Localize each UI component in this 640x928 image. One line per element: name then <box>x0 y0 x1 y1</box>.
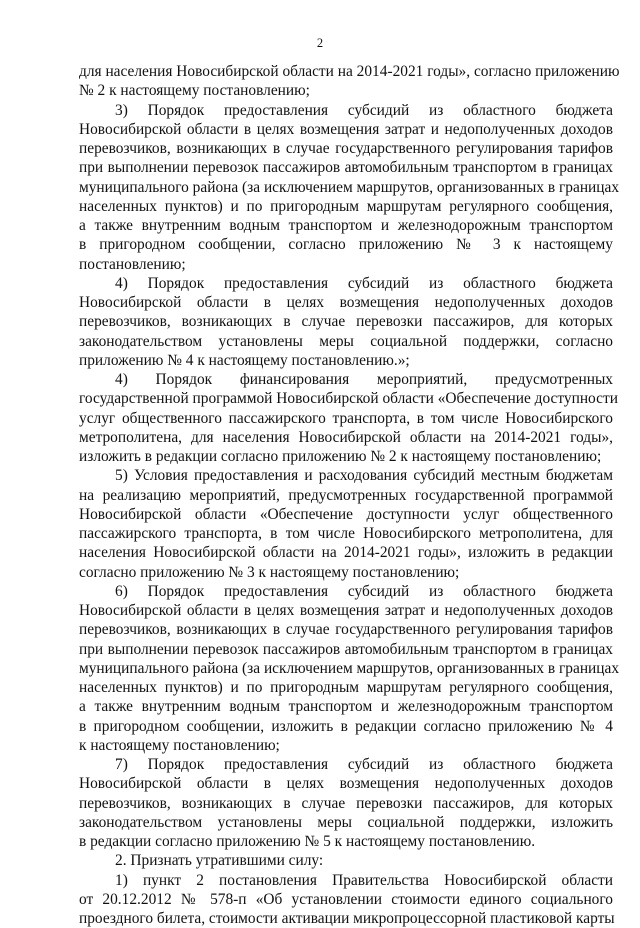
text-line: при выполнении перевозок пассажиров автомобильным транспортом в границах <box>79 640 613 658</box>
text-line: 5) Условия предоставления и расходования субсидий местным бюджетам <box>115 467 613 485</box>
text-line: 3) Порядок предоставления субсидий из областного бюджета <box>115 101 613 119</box>
text-line: на реализацию мероприятий, предусмотренных государственной программой <box>79 486 613 504</box>
text-line: населенных пунктов) и по пригородным маршрутам регулярного сообщения, <box>79 197 613 215</box>
text-line: пассажирского транспорта, в том числе Новосибирского метрополитена, для <box>79 525 613 542</box>
text-line: к настоящему постановлению; <box>79 736 280 754</box>
text-line: 6) Порядок предоставления субсидий из областного бюджета <box>115 582 613 600</box>
text-line: приложению № 4 к настоящему постановлению.»; <box>79 351 410 369</box>
text-line: № 2 к настоящему постановлению; <box>79 82 310 100</box>
text-line: услуг общественного пассажирского транспорта, в том числе Новосибирского <box>79 409 613 427</box>
text-line: 2. Признать утратившими силу: <box>115 852 324 870</box>
text-line: а также внутренним водным транспортом и железнодорожным транспортом <box>79 217 613 234</box>
text-line: постановлению; <box>79 255 186 273</box>
text-line: от 20.12.2012 № 578-п «Об установлении стоимости единого социального <box>79 890 613 908</box>
text-line: для населения Новосибирской области на 2014-2021 годы», согласно приложению <box>79 63 620 80</box>
text-line: в пригородном сообщении, согласно приложению № 3 к настоящему <box>79 236 613 254</box>
text-line: Новосибирской области в целях возмещения затрат и недополученных доходов <box>79 602 613 619</box>
text-line: метрополитена, для населения Новосибирской области на 2014-2021 годы», <box>79 428 613 446</box>
text-line: муниципального района (за исключением маршрутов, организованных в границах <box>79 178 620 196</box>
text-line: перевозчиков, возникающих в случае государственного регулирования тарифов <box>79 140 613 157</box>
document-body <box>79 62 620 928</box>
text-line: перевозчиков, возникающих в случае государственного регулирования тарифов <box>79 621 613 639</box>
text-line: Новосибирской области в целях возмещения недополученных доходов <box>79 294 613 311</box>
text-line: а также внутренним водным транспортом и железнодорожным транспортом <box>79 698 613 716</box>
page-number: 2 <box>316 36 324 50</box>
text-line: Новосибирской области в целях возмещения затрат и недополученных доходов <box>79 120 613 138</box>
text-line: при выполнении перевозок пассажиров автомобильным транспортом в границах <box>79 159 613 177</box>
text-line: проездного билета, стоимости активации микропроцессорной пластиковой карты <box>79 910 615 927</box>
text-line: 7) Порядок предоставления субсидий из областного бюджета <box>115 756 613 773</box>
text-line: в редакции согласно приложению № 5 к настоящему постановлению. <box>79 833 536 850</box>
text-line: 1) пункт 2 постановления Правительства Новосибирской области <box>115 871 613 889</box>
text-line: Новосибирской области в целях возмещения недополученных доходов <box>79 775 613 793</box>
text-line: населенных пунктов) и по пригородным маршрутам регулярного сообщения, <box>79 679 613 696</box>
text-line: перевозчиков, возникающих в случае перевозки пассажиров, для которых <box>79 794 613 812</box>
text-line: согласно приложению № 3 к настоящему постановлению; <box>79 563 460 581</box>
text-line: муниципального района (за исключением маршрутов, организованных в границах <box>79 659 620 677</box>
text-line: законодательством установлены меры социальной поддержки, согласно <box>79 332 613 350</box>
text-line: государственной программой Новосибирской области «Обеспечение доступности <box>79 390 618 408</box>
text-line: перевозчиков, возникающих в случае перевозки пассажиров, для которых <box>79 313 613 331</box>
text-line: в пригородном сообщении, изложить в редакции согласно приложению № 4 <box>79 717 613 735</box>
text-line: 4) Порядок предоставления субсидий из областного бюджета <box>115 274 613 292</box>
text-line: 4) Порядок финансирования мероприятий, предусмотренных <box>115 371 613 388</box>
text-line: законодательством установлены меры социальной поддержки, изложить <box>79 813 613 831</box>
text-line: Новосибирской области «Обеспечение доступности услуг общественного <box>79 505 613 523</box>
text-line: населения Новосибирской области на 2014-2021 годы», изложить в редакции <box>79 544 613 562</box>
text-line: изложить в редакции согласно приложению № 2 к настоящему постановлению; <box>79 448 602 465</box>
